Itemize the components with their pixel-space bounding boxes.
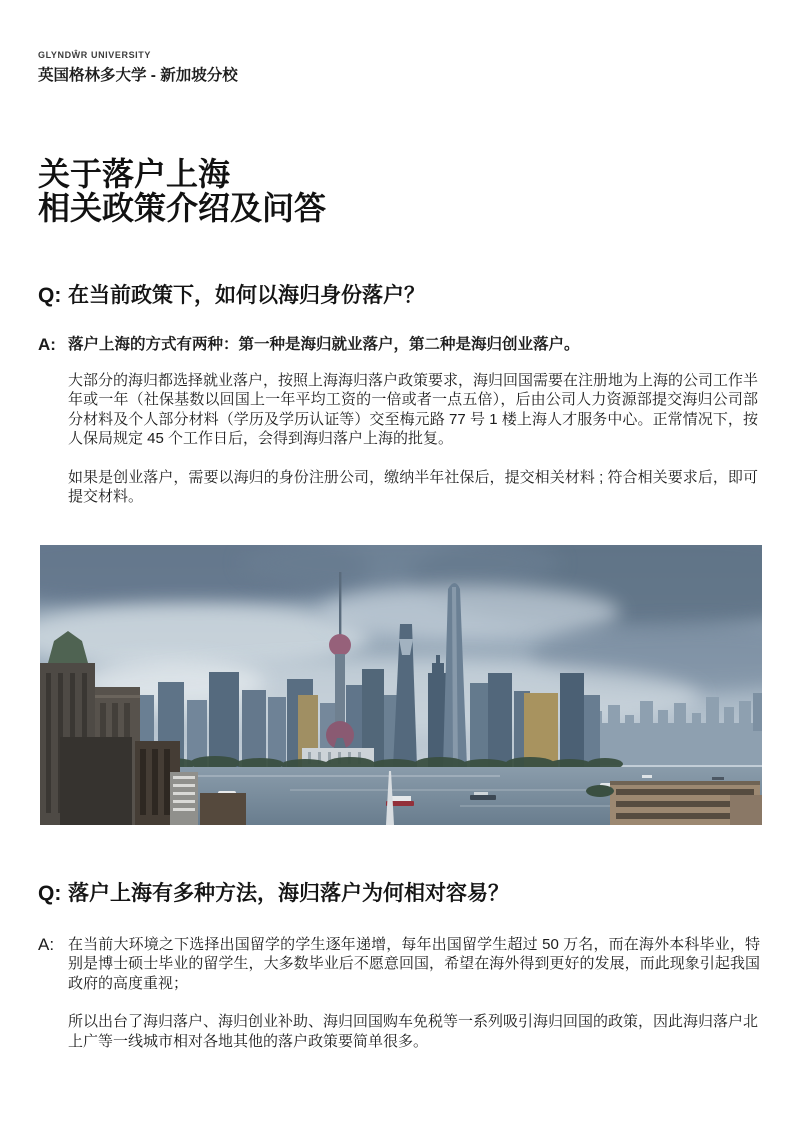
answer-1-paragraph-2: 如果是创业落户，需要以海归的身份注册公司，缴纳半年社保后，提交相关材料 ; 符合相关要求后，即可提交材料。 <box>68 468 758 505</box>
answer-2-paragraph-1: 在当前大环境之下选择出国留学的学生逐年递增，每年出国留学生超过 50 万名，而在海外本科毕业，特别是博士硕士毕业的留学生，大多数毕业后不愿意回国，希望在海外得到更好的发展，而此现象引起我国政府的高度重视； <box>68 935 760 992</box>
answer-1-label: A: <box>38 335 56 354</box>
shanghai-skyline-photo <box>40 545 762 825</box>
university-logo <box>38 50 760 85</box>
answer-2-paragraph-2: 所以出台了海归落户、海归创业补助、海归回国购车免税等一系列吸引海归回国的政策，因此海归落户北上广等一线城市相对各地其他的落户政策要简单很多。 <box>68 1013 759 1050</box>
question-1-label: Q: <box>38 284 62 307</box>
page-title-line2: 相关政策介绍及问答 <box>38 190 327 226</box>
question-2-label: Q: <box>38 881 62 905</box>
page-title <box>38 157 760 225</box>
question-1 <box>38 283 760 309</box>
answer-1-lead: 落户上海的方式有两种：第一种是海归就业落户，第二种是海归创业落户。 <box>68 336 580 353</box>
foreground-right-building <box>586 781 762 825</box>
answer-1-paragraph-1: 大部分的海归都选择就业落户，按照上海海归落户政策要求，海归回国需要在注册地为上海的公司工作半年或一年（社保基数以回国上一年平均工资的一倍或者一点五倍），后由公司人力资源部提交海归公司部分材料及个人部分材料（学历及学历认证等）交至梅元路 77 号 1 楼上海人才服务中心。正常情况下，按人保局规定 45 个工作日后，会得到海归落户上海的批复。 <box>68 371 759 447</box>
question-1-text: 在当前政策下，如何以海归身份落户？ <box>68 284 425 307</box>
answer-1 <box>38 335 760 355</box>
question-2 <box>38 881 760 907</box>
university-name-english: GLYNDŴR UNIVERSITY <box>38 50 151 60</box>
question-2-text: 落户上海有多种方法，海归落户为何相对容易？ <box>68 881 509 905</box>
answer-2-label: A: <box>38 934 55 954</box>
answer-2 <box>38 935 760 994</box>
university-name-chinese: 英国格林多大学 - 新加坡分校 <box>38 67 238 84</box>
page-title-line1: 关于落户上海 <box>38 156 231 192</box>
